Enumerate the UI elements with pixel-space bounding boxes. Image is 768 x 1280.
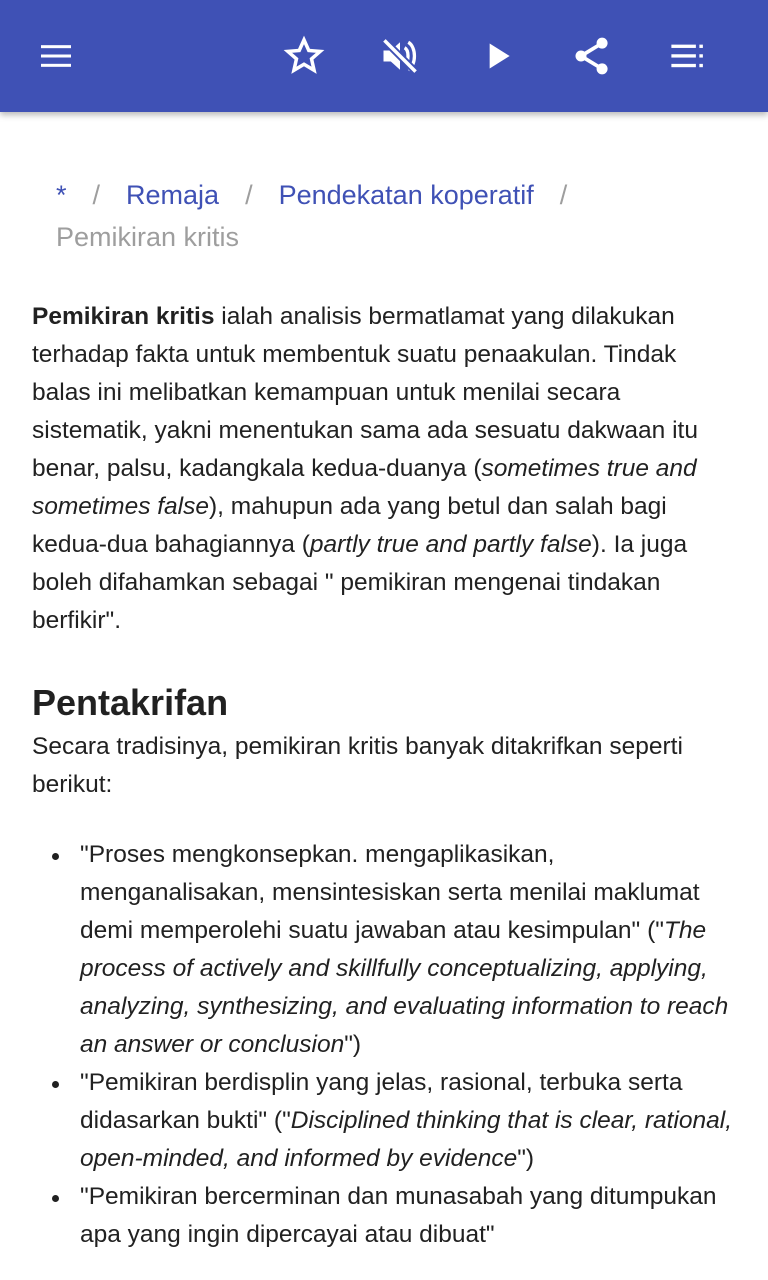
intro-paragraph: [32, 298, 732, 640]
breadcrumb-link-remaja[interactable]: Remaja: [126, 180, 220, 210]
list-item-text: "Pemikiran bercerminan dan munasabah yang ditumpukan apa yang ingin dipercayai atau dibuat": [80, 1183, 717, 1248]
list-item-text: "Proses mengkonsepkan. mengaplikasikan, menganalisakan, mensintesiskan serta menilai maklumat demi memperolehi suatu jawaban atau kesimpulan" (": [80, 841, 700, 944]
list-item-italic: The process of actively and skillfully conceptualizing, applying, analyzing, synthesizing, and evaluating information to reach an answer or conclusion: [80, 917, 729, 1058]
definition-list: [32, 836, 732, 1254]
article-term: Pemikiran kritis: [32, 303, 215, 330]
menu-icon: [36, 36, 76, 76]
playlist-icon: [667, 35, 709, 77]
intro-text-2: ), mahupun ada yang betul dan salah bagi kedua-dua bahagiannya (: [32, 493, 667, 558]
list-item-end: "): [517, 1145, 535, 1172]
breadcrumb-separator: /: [245, 180, 253, 210]
bookmark-button[interactable]: [276, 28, 332, 84]
list-item-text: "Pemikiran berdisplin yang jelas, rasional, terbuka serta didasarkan bukti" (": [80, 1069, 683, 1134]
article-body: [32, 298, 732, 1254]
share-icon: [570, 34, 614, 78]
list-item: [80, 1064, 732, 1178]
list-item-italic: Disciplined thinking that is clear, rational, open-minded, and informed by evidence: [80, 1107, 733, 1172]
section-heading: Pentakrifan: [32, 682, 229, 723]
breadcrumb-separator: /: [92, 180, 101, 210]
contents-button[interactable]: [660, 28, 716, 84]
intro-italic-1: sometimes true and sometimes false: [32, 455, 697, 520]
play-icon: [478, 36, 518, 76]
breadcrumb-current: Pemikiran kritis: [56, 222, 240, 252]
breadcrumb-home-link[interactable]: *: [56, 180, 67, 210]
list-item: [80, 1178, 732, 1254]
list-item-end: "): [344, 1031, 362, 1058]
intro-text-1: ialah analisis bermatlamat yang dilakukan terhadap fakta untuk membentuk suatu penaakulan. Tindak balas ini melibatkan kemampuan untuk menilai secara sistematik, yakni menentukan sama ada sesuatu dakwaan itu benar, palsu, kadangkala kedua-duanya (: [32, 303, 698, 482]
article-content: [0, 112, 768, 1280]
share-button[interactable]: [564, 28, 620, 84]
intro-italic-2: partly true and partly false: [309, 531, 592, 558]
play-button[interactable]: [470, 28, 526, 84]
breadcrumb-separator: /: [559, 180, 568, 210]
mute-button[interactable]: [372, 28, 428, 84]
breadcrumb: [56, 174, 736, 258]
section-intro: Secara tradisinya, pemikiran kritis banyak ditakrifkan seperti berikut:: [32, 733, 683, 798]
intro-text-3: ). Ia juga boleh difahamkan sebagai " pemikiran mengenai tindakan berfikir".: [32, 531, 688, 634]
breadcrumb-link-pendekatan-koperatif[interactable]: Pendekatan koperatif: [278, 180, 534, 210]
star-outline-icon: [282, 34, 326, 78]
app-bar: [0, 0, 768, 112]
menu-button[interactable]: [28, 28, 84, 84]
list-item: [80, 836, 732, 1064]
volume-off-icon: [378, 34, 422, 78]
